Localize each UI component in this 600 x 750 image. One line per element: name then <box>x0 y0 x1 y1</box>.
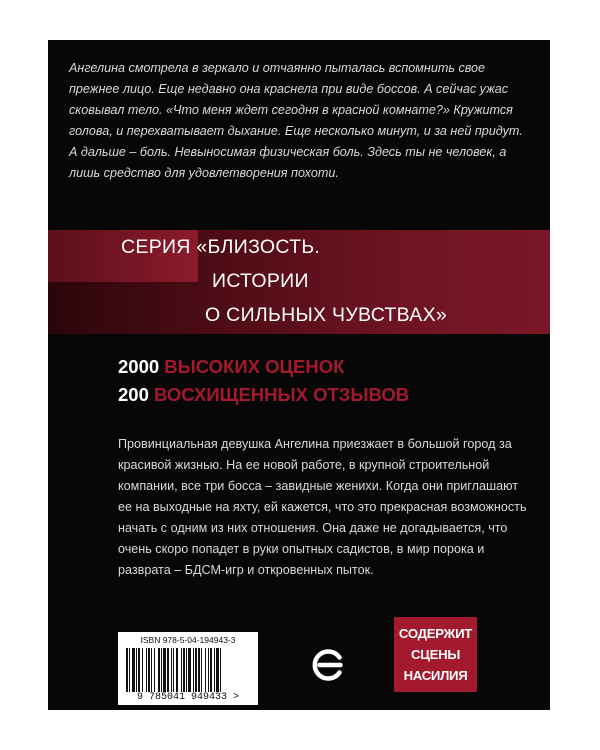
barcode-bar <box>129 648 130 692</box>
warning-line-1: СОДЕРЖИТ <box>398 626 473 641</box>
book-back-cover <box>48 40 550 710</box>
barcode-bar <box>214 648 215 692</box>
book-description: Провинциальная девушка Ангелина приезжает в большой город за красивой жизнью. На ее новой работе, в крупной строительной компании, все три босса – завидные женихи. Когда они приглашают ее на выходные на яхту, ей кажется, что это прекрасная возможность начать с одним из них отношения. Она даже не догадывается, что очень скоро попадет в руки опытных садистов, в мир порока и разврата – БДСМ-игр и откровенных пыток. <box>118 437 527 577</box>
barcode-bar <box>142 648 143 692</box>
stat-label: ВЫСОКИХ ОЦЕНОК <box>164 356 345 377</box>
barcode-bar <box>216 648 219 692</box>
barcode-bar <box>201 648 202 692</box>
barcode-bar <box>148 648 150 692</box>
stat-number: 200 <box>118 384 149 405</box>
stat-number: 2000 <box>118 356 160 377</box>
barcode-bar <box>167 648 169 692</box>
barcode-bar <box>198 648 200 692</box>
barcode-bar <box>158 648 160 692</box>
rating-stats <box>118 356 409 412</box>
barcode-bar <box>183 648 185 692</box>
stat-reviews <box>118 384 409 412</box>
barcode-bar <box>136 648 137 692</box>
barcode-bar <box>173 648 174 692</box>
series-title-line-2: ИСТОРИИ <box>212 270 309 292</box>
barcode-bar <box>186 648 187 692</box>
barcode-bar <box>210 648 212 692</box>
barcode-bar <box>171 648 172 692</box>
cover-abstract: Ангелина смотрела в зеркало и отчаянно пыталась вспомнить свое прежнее лицо. Еще недавно она краснела при виде боссов. А сейчас ужас сковывал тело. «Что меня ждет сегодня в красной комнате?» Кружится голова, и перехватывает дыхание. Еще несколько минут, и за ней придут. А дальше – боль. Невыносимая физическая боль. Здесь ты не человек, а лишь средство для удовлетворения похоти. <box>69 61 523 180</box>
barcode-bar <box>163 648 166 692</box>
barcode-bar <box>220 648 221 692</box>
series-title-line-3: О СИЛЬНЫХ ЧУВСТВАХ» <box>205 304 448 326</box>
barcode-bar <box>176 648 178 692</box>
stat-label: ВОСХИЩЕННЫХ ОТЗЫВОВ <box>154 384 410 405</box>
eksmo-logo-icon <box>309 646 347 684</box>
warning-line-3: НАСИЛИЯ <box>403 668 468 683</box>
series-band <box>48 230 550 334</box>
barcode-bar <box>138 648 140 692</box>
barcode-bar <box>151 648 152 692</box>
barcode-bar <box>193 648 194 692</box>
warning-line-2: СЦЕНЫ <box>411 647 460 662</box>
barcode-bar <box>146 648 147 692</box>
barcode-bar <box>181 648 182 692</box>
barcode-box <box>118 632 258 705</box>
barcode-bar <box>208 648 209 692</box>
barcode-image <box>126 648 250 692</box>
violence-warning-badge <box>394 617 477 692</box>
barcode-bar <box>161 648 162 692</box>
barcode-bar <box>126 648 128 692</box>
barcode-bar <box>154 648 155 692</box>
barcode-bar <box>195 648 197 692</box>
barcode-bar <box>188 648 191 692</box>
isbn-number: ISBN 978-5-04-194943-3 <box>140 635 236 645</box>
series-title-line-1: СЕРИЯ «БЛИЗОСТЬ. <box>121 236 321 258</box>
stat-high-ratings <box>118 356 409 384</box>
barcode-bar <box>205 648 206 692</box>
barcode-bar <box>132 648 135 692</box>
ean-number: 9 785041 949433 > <box>136 692 240 703</box>
